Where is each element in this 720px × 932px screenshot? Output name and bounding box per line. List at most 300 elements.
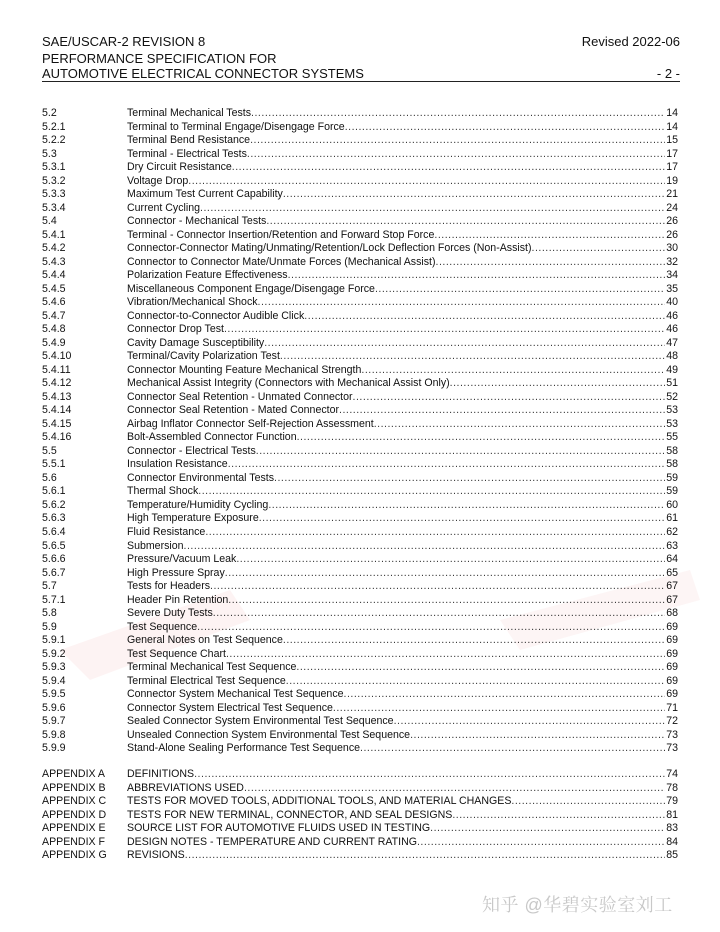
toc-entry-page: 67 — [666, 593, 678, 606]
toc-entry[interactable] — [42, 742, 678, 756]
toc-entry-page: 17 — [666, 161, 678, 174]
toc-entry-title: Submersion — [127, 539, 184, 552]
toc-entry-body — [127, 553, 678, 567]
toc-entry-number: 5.9 — [42, 620, 57, 633]
toc-entry-page: 72 — [666, 715, 678, 728]
toc-entry-number: 5.9.3 — [42, 661, 66, 674]
toc-entry-title: REVISIONS — [127, 849, 185, 862]
toc-entry-body — [127, 688, 678, 702]
toc-entry-title: TESTS FOR NEW TERMINAL, CONNECTOR, AND SEAL DESIGNS — [127, 808, 453, 821]
toc-entry-title: Cavity Damage Susceptibility — [127, 336, 265, 349]
toc-entry-title: TESTS FOR MOVED TOOLS, ADDITIONAL TOOLS, AND MATERIAL CHANGES — [127, 795, 512, 808]
toc-dot-leader — [375, 283, 665, 297]
toc-entry-number: 5.4.4 — [42, 269, 66, 282]
toc-entry-body — [127, 567, 678, 581]
toc-entry[interactable] — [42, 526, 678, 540]
toc-dot-leader — [225, 567, 665, 581]
toc-entry-page: 60 — [666, 498, 678, 511]
toc-entry-number: 5.4.14 — [42, 404, 72, 417]
toc-entry-body — [127, 540, 678, 554]
toc-entry-number: 5.2.2 — [42, 134, 66, 147]
toc-entry-body — [127, 849, 678, 863]
toc-entry[interactable] — [42, 607, 678, 621]
toc-entry[interactable] — [42, 702, 678, 716]
toc-entry[interactable] — [42, 107, 678, 121]
toc-entry-body — [127, 121, 678, 135]
toc-entry-body — [127, 782, 678, 796]
toc-dot-leader — [430, 822, 665, 836]
toc-entry-body — [127, 107, 678, 121]
toc-entry-title: Terminal Bend Resistance — [127, 134, 251, 147]
toc-entry-number: 5.2.1 — [42, 120, 66, 133]
toc-dot-leader — [532, 242, 666, 256]
toc-dot-leader — [288, 269, 666, 283]
toc-dot-leader — [374, 418, 665, 432]
toc-dot-leader — [198, 485, 665, 499]
toc-entry-body — [127, 269, 678, 283]
toc-entry-body — [127, 472, 678, 486]
toc-entry[interactable] — [42, 499, 678, 513]
toc-entry[interactable] — [42, 540, 678, 554]
toc-entry-number: 5.9.4 — [42, 674, 66, 687]
toc-entry[interactable] — [42, 202, 678, 216]
toc-entry-title: Connector - Mechanical Tests — [127, 215, 267, 228]
header-row-3 — [42, 66, 680, 82]
toc-entry-page: 63 — [666, 539, 678, 552]
toc-entry-page: 24 — [666, 201, 678, 214]
toc-dot-leader — [361, 364, 665, 378]
toc-entry-number: APPENDIX C — [42, 795, 107, 808]
toc-entry-number: 5.4.15 — [42, 417, 72, 430]
toc-entry[interactable] — [42, 648, 678, 662]
toc-dot-leader — [210, 580, 665, 594]
toc-dot-leader — [258, 296, 666, 310]
toc-entry-page: 34 — [666, 269, 678, 282]
toc-entry-number: 5.4.2 — [42, 242, 66, 255]
toc-entry-number: 5.4.11 — [42, 363, 71, 376]
toc-entry[interactable] — [42, 675, 678, 689]
toc-entry-number: 5.6 — [42, 471, 57, 484]
toc-entry-title: Terminal Mechanical Tests — [127, 107, 252, 119]
toc-entry-title: Terminal - Electrical Tests — [127, 147, 247, 160]
toc-dot-leader — [452, 809, 665, 823]
toc-entry-title: Severe Duty Tests — [127, 607, 213, 620]
toc-entry-number: 5.3.4 — [42, 201, 66, 214]
toc-entry-number: 5.6.5 — [42, 539, 66, 552]
toc-entry-title: DEFINITIONS — [127, 768, 195, 780]
toc-entry-page: 26 — [666, 228, 678, 241]
toc-entry[interactable] — [42, 594, 678, 608]
toc-entry[interactable] — [42, 377, 678, 391]
toc-entry-number: APPENDIX A — [42, 768, 105, 780]
toc-dot-leader — [450, 377, 666, 391]
toc-entry-page: 73 — [666, 742, 678, 755]
toc-entry-title: Polarization Feature Effectiveness — [127, 269, 288, 282]
revision-date: Revised 2022-06 — [581, 34, 680, 49]
toc-entry-number: 5.7.1 — [42, 593, 66, 606]
toc-entry-title: Bolt-Assembled Connector Function — [127, 431, 297, 444]
toc-entry-number: 5.4.8 — [42, 323, 66, 336]
toc-entry-body — [127, 499, 678, 513]
toc-entry-number: 5.4.16 — [42, 431, 72, 444]
toc-entry[interactable] — [42, 688, 678, 702]
toc-entry-number: 5.8 — [42, 607, 57, 620]
toc-entry-number: 5.9.9 — [42, 742, 66, 755]
toc-entry-page: 71 — [666, 701, 678, 714]
toc-entry-title: Insulation Resistance — [127, 458, 228, 471]
toc-entry-number: 5.9.1 — [42, 634, 66, 647]
toc-entry-title: Dry Circuit Resistance — [127, 161, 232, 174]
toc-dot-leader — [205, 526, 665, 540]
toc-entry-page: 17 — [666, 147, 678, 160]
toc-entry-page: 84 — [666, 835, 678, 848]
document-title: SAE/USCAR-2 REVISION 8 — [42, 34, 206, 49]
toc-entry-page: 58 — [666, 444, 678, 457]
toc-dot-leader — [228, 594, 665, 608]
toc-entry-title: Terminal/Cavity Polarization Test — [127, 350, 280, 363]
toc-entry-body — [127, 485, 678, 499]
toc-entry-body — [127, 404, 678, 418]
toc-entry-page: 30 — [666, 242, 678, 255]
toc-entry-title: Terminal Mechanical Test Sequence — [127, 661, 297, 674]
toc-entry[interactable] — [42, 553, 678, 567]
toc-entry-body — [127, 445, 678, 459]
toc-entry[interactable] — [42, 809, 678, 823]
toc-dot-leader — [264, 337, 665, 351]
toc-dot-leader — [224, 323, 665, 337]
toc-entry-body — [127, 377, 678, 391]
toc-entry-body — [127, 350, 678, 364]
toc-entry-title: Sealed Connector System Environmental Test Sequence — [127, 715, 394, 728]
toc-entry[interactable] — [42, 715, 678, 729]
toc-entry[interactable] — [42, 296, 678, 310]
toc-entry-title: SOURCE LIST FOR AUTOMOTIVE FLUIDS USED IN TESTING — [127, 822, 431, 835]
toc-sections-list — [42, 107, 678, 756]
toc-entry-body — [127, 148, 678, 162]
toc-entry-number: 5.4.1 — [42, 228, 66, 241]
toc-dot-leader — [226, 648, 665, 662]
toc-entry-number: 5.9.8 — [42, 728, 66, 741]
toc-entry-page: 73 — [666, 728, 678, 741]
toc-entry-number: 5.9.6 — [42, 701, 66, 714]
toc-entry-page: 69 — [666, 661, 678, 674]
toc-entry-number: 5.9.2 — [42, 647, 66, 660]
toc-entry-page: 69 — [666, 674, 678, 687]
toc-entry-title: Connector-to-Connector Audible Click — [127, 309, 305, 322]
toc-entry-page: 14 — [666, 107, 678, 119]
toc-entry-body — [127, 364, 678, 378]
toc-entry[interactable] — [42, 404, 678, 418]
toc-entry[interactable] — [42, 458, 678, 472]
toc-entry-title: Temperature/Humidity Cycling — [127, 498, 269, 511]
toc-entry-title: Airbag Inflator Connector Self-Rejection Assessment — [127, 417, 374, 430]
toc-entry[interactable] — [42, 215, 678, 229]
toc-entry-page: 14 — [666, 120, 678, 133]
toc-entry-page: 46 — [666, 323, 678, 336]
toc-dot-leader — [200, 202, 665, 216]
toc-entry-page: 15 — [666, 134, 678, 147]
toc-entry-title: Unsealed Connection System Environmental Test Sequence — [127, 728, 411, 741]
toc-entry[interactable] — [42, 188, 678, 202]
toc-entry-number: 5.9.7 — [42, 715, 66, 728]
toc-entry-body — [127, 702, 678, 716]
toc-entry-page: 78 — [666, 781, 678, 794]
toc-dot-leader — [297, 431, 666, 445]
toc-entry-body — [127, 256, 678, 270]
toc-entry-number: 5.6.1 — [42, 485, 66, 498]
toc-entry[interactable] — [42, 634, 678, 648]
toc-dot-leader — [268, 499, 665, 513]
toc-entry-page: 48 — [666, 350, 678, 363]
toc-entry-title: Current Cycling — [127, 201, 201, 214]
toc-entry-page: 46 — [666, 309, 678, 322]
toc-entry-title: Mechanical Assist Integrity (Connectors with Mechanical Assist Only) — [127, 377, 450, 390]
toc-dot-leader — [247, 148, 665, 162]
toc-entry-page: 69 — [666, 647, 678, 660]
toc-entry-title: Connector to Connector Mate/Unmate Forces (Mechanical Assist) — [127, 255, 436, 268]
toc-entry[interactable] — [42, 229, 678, 243]
toc-entry[interactable] — [42, 782, 678, 796]
toc-dot-leader — [274, 472, 665, 486]
toc-entry[interactable] — [42, 849, 678, 863]
toc-entry-body — [127, 729, 678, 743]
toc-entry[interactable] — [42, 242, 678, 256]
toc-entry[interactable] — [42, 836, 678, 850]
toc-dot-leader — [256, 445, 665, 459]
toc-entry-number: 5.4.13 — [42, 390, 72, 403]
toc-entry-body — [127, 215, 678, 229]
toc-entry-body — [127, 768, 678, 782]
toc-entry-body — [127, 161, 678, 175]
toc-dot-leader — [344, 688, 666, 702]
toc-entry[interactable] — [42, 269, 678, 283]
toc-entry[interactable] — [42, 822, 678, 836]
toc-dot-leader — [333, 702, 665, 716]
toc-entry-page: 47 — [666, 336, 678, 349]
toc-entry-number: 5.4 — [42, 215, 57, 228]
toc-entry-page: 83 — [666, 822, 678, 835]
toc-dot-leader — [434, 229, 665, 243]
toc-entry[interactable] — [42, 431, 678, 445]
toc-entry-body — [127, 822, 678, 836]
header-row-2 — [42, 51, 680, 66]
toc-entry-page: 59 — [666, 485, 678, 498]
toc-entry-title: Maximum Test Current Capability — [127, 188, 283, 201]
toc-entry-page: 26 — [666, 215, 678, 228]
toc-appendices-list — [42, 768, 678, 863]
toc-dot-leader — [283, 634, 665, 648]
toc-entry-number: APPENDIX D — [42, 808, 107, 821]
toc-entry[interactable] — [42, 337, 678, 351]
toc-entry-number: APPENDIX G — [42, 849, 107, 862]
toc-dot-leader — [360, 742, 665, 756]
page-number: - 2 - — [656, 66, 680, 81]
toc-entry[interactable] — [42, 661, 678, 675]
toc-dot-leader — [228, 458, 666, 472]
toc-entry-number: 5.6.3 — [42, 512, 66, 525]
toc-entry-title: Connector Mounting Feature Mechanical Strength — [127, 363, 362, 376]
toc-entry-number: 5.5.1 — [42, 458, 66, 471]
toc-entry-body — [127, 175, 678, 189]
toc-entry-body — [127, 715, 678, 729]
toc-entry[interactable] — [42, 161, 678, 175]
toc-entry-title: Header Pin Retention — [127, 593, 229, 606]
toc-entry-number: 5.3.2 — [42, 174, 66, 187]
toc-entry-body — [127, 795, 678, 809]
toc-entry[interactable] — [42, 472, 678, 486]
toc-entry-page: 59 — [666, 471, 678, 484]
toc-entry-body — [127, 512, 678, 526]
toc-dot-leader — [296, 661, 665, 675]
toc-entry-body — [127, 418, 678, 432]
toc-entry[interactable] — [42, 567, 678, 581]
toc-entry[interactable] — [42, 768, 678, 782]
toc-entry-title: Connector Drop Test — [127, 323, 224, 336]
toc-entry-title: Stand-Alone Sealing Performance Test Sequence — [127, 742, 361, 755]
toc-entry-body — [127, 202, 678, 216]
toc-entry-number: 5.7 — [42, 580, 57, 593]
toc-dot-leader — [244, 782, 665, 796]
toc-entry-number: 5.4.9 — [42, 336, 66, 349]
toc-entry-title: High Temperature Exposure — [127, 512, 259, 525]
toc-entry-page: 65 — [666, 566, 678, 579]
toc-entry[interactable] — [42, 121, 678, 135]
toc-entry-body — [127, 836, 678, 850]
toc-entry[interactable] — [42, 134, 678, 148]
toc-entry-title: Connector Seal Retention - Mated Connector — [127, 404, 339, 417]
toc-entry-page: 69 — [666, 620, 678, 633]
toc-dot-leader — [185, 849, 666, 863]
toc-entry-page: 55 — [666, 431, 678, 444]
toc-entry-page: 64 — [666, 553, 678, 566]
toc-entry[interactable] — [42, 364, 678, 378]
toc-entry-body — [127, 283, 678, 297]
toc-entry[interactable] — [42, 485, 678, 499]
toc-entry[interactable] — [42, 512, 678, 526]
toc-entry-number: APPENDIX B — [42, 781, 106, 794]
toc-entry-body — [127, 337, 678, 351]
toc-entry-page: 53 — [666, 417, 678, 430]
toc-entry-title: General Notes on Test Sequence — [127, 634, 283, 647]
toc-entry-title: Connector - Electrical Tests — [127, 444, 256, 457]
toc-entry-page: 52 — [666, 390, 678, 403]
toc-entry-title: Voltage Drop — [127, 174, 189, 187]
toc-entry-body — [127, 621, 678, 635]
toc-entry-number: 5.6.6 — [42, 553, 66, 566]
toc-entry-number: 5.3 — [42, 147, 57, 160]
toc-entry-number: 5.9.5 — [42, 688, 66, 701]
toc-entry[interactable] — [42, 795, 678, 809]
toc-entry-number: 5.4.12 — [42, 377, 72, 390]
toc-entry[interactable] — [42, 445, 678, 459]
toc-entry-body — [127, 634, 678, 648]
toc-entry-body — [127, 296, 678, 310]
toc-entry-title: Connector-Connector Mating/Unmating/Retention/Lock Deflection Forces (Non-Assist) — [127, 242, 532, 255]
toc-entry[interactable] — [42, 175, 678, 189]
toc-entry-page: 68 — [666, 607, 678, 620]
toc-entry-page: 58 — [666, 458, 678, 471]
toc-dot-leader — [283, 188, 665, 202]
toc-entry-title: Terminal - Connector Insertion/Retention and Forward Stop Force — [127, 228, 435, 241]
toc-entry-title: Fluid Resistance — [127, 525, 206, 538]
toc-entry-page: 85 — [666, 849, 678, 862]
toc-entry[interactable] — [42, 256, 678, 270]
toc-entry-body — [127, 391, 678, 405]
toc-entry-number: 5.4.10 — [42, 350, 72, 363]
toc-entry-page: 35 — [666, 282, 678, 295]
toc-entry[interactable] — [42, 580, 678, 594]
toc-entry[interactable] — [42, 323, 678, 337]
toc-entry-page: 69 — [666, 634, 678, 647]
toc-dot-leader — [236, 553, 665, 567]
toc-dot-leader — [511, 795, 665, 809]
toc-entry-page: 19 — [666, 174, 678, 187]
toc-entry[interactable] — [42, 350, 678, 364]
watermark-text: 知乎 @华碧实验室刘工 — [482, 895, 673, 915]
toc-entry-body — [127, 458, 678, 472]
toc-entry-body — [127, 809, 678, 823]
toc-entry[interactable] — [42, 418, 678, 432]
toc-entry[interactable] — [42, 310, 678, 324]
toc-entry-number: 5.4.7 — [42, 309, 66, 322]
toc-entry-title: High Pressure Spray — [127, 566, 225, 579]
toc-entry-body — [127, 580, 678, 594]
toc-entry[interactable] — [42, 148, 678, 162]
toc-entry-page: 81 — [666, 808, 678, 821]
document-subtitle-2: AUTOMOTIVE ELECTRICAL CONNECTOR SYSTEMS — [42, 66, 364, 81]
toc-dot-leader — [232, 161, 665, 175]
toc-entry-title: Test Sequence — [127, 620, 198, 633]
toc-entry-number: APPENDIX F — [42, 835, 105, 848]
toc-dot-leader — [339, 404, 665, 418]
toc-entry[interactable] — [42, 729, 678, 743]
toc-entry[interactable] — [42, 621, 678, 635]
toc-entry-number: 5.2 — [42, 107, 57, 119]
toc-entry-page: 79 — [666, 795, 678, 808]
toc-entry-title: Tests for Headers — [127, 580, 211, 593]
toc-entry[interactable] — [42, 283, 678, 297]
toc-entry-title: Connector Environmental Tests — [127, 471, 275, 484]
toc-dot-leader — [251, 107, 665, 121]
toc-entry-page: 53 — [666, 404, 678, 417]
toc-entry-number: APPENDIX E — [42, 822, 106, 835]
toc-entry-title: Miscellaneous Component Engage/Disengage Force — [127, 282, 375, 295]
toc-entry-body — [127, 594, 678, 608]
toc-entry-title: Terminal to Terminal Engage/Disengage Force — [127, 120, 345, 133]
toc-dot-leader — [266, 215, 665, 229]
toc-entry-title: Connector System Mechanical Test Sequence — [127, 688, 344, 701]
header-row-1 — [42, 34, 680, 49]
toc-entry-body — [127, 526, 678, 540]
toc-entry-number: 5.4.5 — [42, 282, 66, 295]
toc-entry-page: 32 — [666, 255, 678, 268]
toc-entry-page: 61 — [666, 512, 678, 525]
toc-entry-body — [127, 242, 678, 256]
toc-dot-leader — [184, 540, 666, 554]
toc-entry[interactable] — [42, 391, 678, 405]
toc-dot-leader — [394, 715, 666, 729]
toc-entry-title: ABBREVIATIONS USED — [127, 781, 244, 794]
toc-dot-leader — [286, 675, 665, 689]
toc-dot-leader — [213, 607, 665, 621]
toc-entry-title: Connector System Electrical Test Sequence — [127, 701, 333, 714]
toc-entry-title: Test Sequence Chart — [127, 647, 226, 660]
toc-entry-title: Terminal Electrical Test Sequence — [127, 674, 286, 687]
toc-entry-page: 62 — [666, 525, 678, 538]
toc-entry-title: Thermal Shock — [127, 485, 199, 498]
toc-entry-page: 67 — [666, 580, 678, 593]
document-subtitle-1: PERFORMANCE SPECIFICATION FOR — [42, 51, 277, 66]
